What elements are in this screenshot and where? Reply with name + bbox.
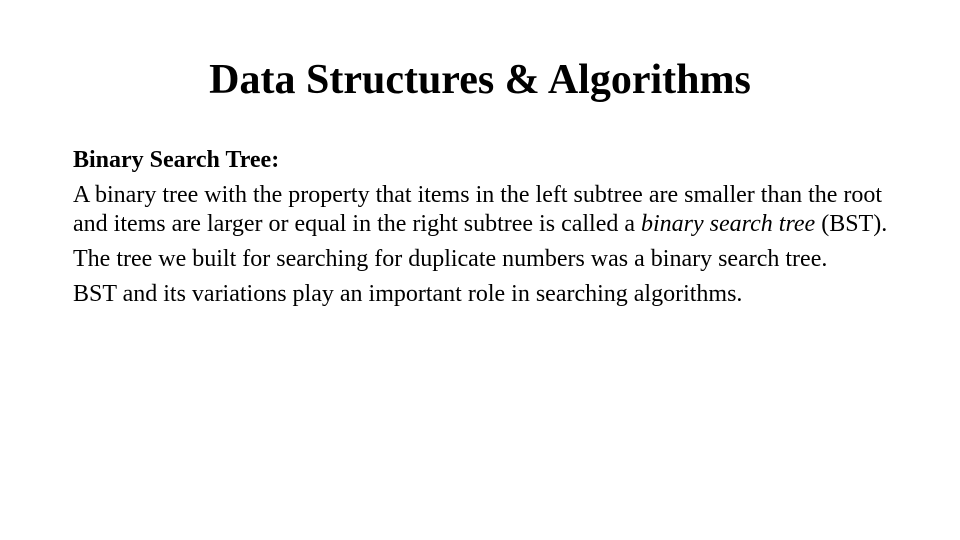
definition-text: A binary tree with the property that items in the left subtree are smaller than the root and items are larger or equal in the right subtree is called a	[73, 182, 883, 237]
section-heading: Binary Search Tree:	[73, 147, 280, 173]
definition-term: binary search tree	[641, 211, 816, 237]
example-paragraph: The tree we built for searching for duplicate numbers was a binary search tree.	[73, 246, 828, 272]
slide-body	[73, 146, 893, 315]
slide-title: Data Structures & Algorithms	[209, 57, 751, 103]
definition-paragraph	[73, 181, 893, 239]
importance-paragraph: BST and its variations play an important role in searching algorithms.	[73, 281, 743, 307]
definition-suffix: (BST).	[815, 211, 888, 237]
